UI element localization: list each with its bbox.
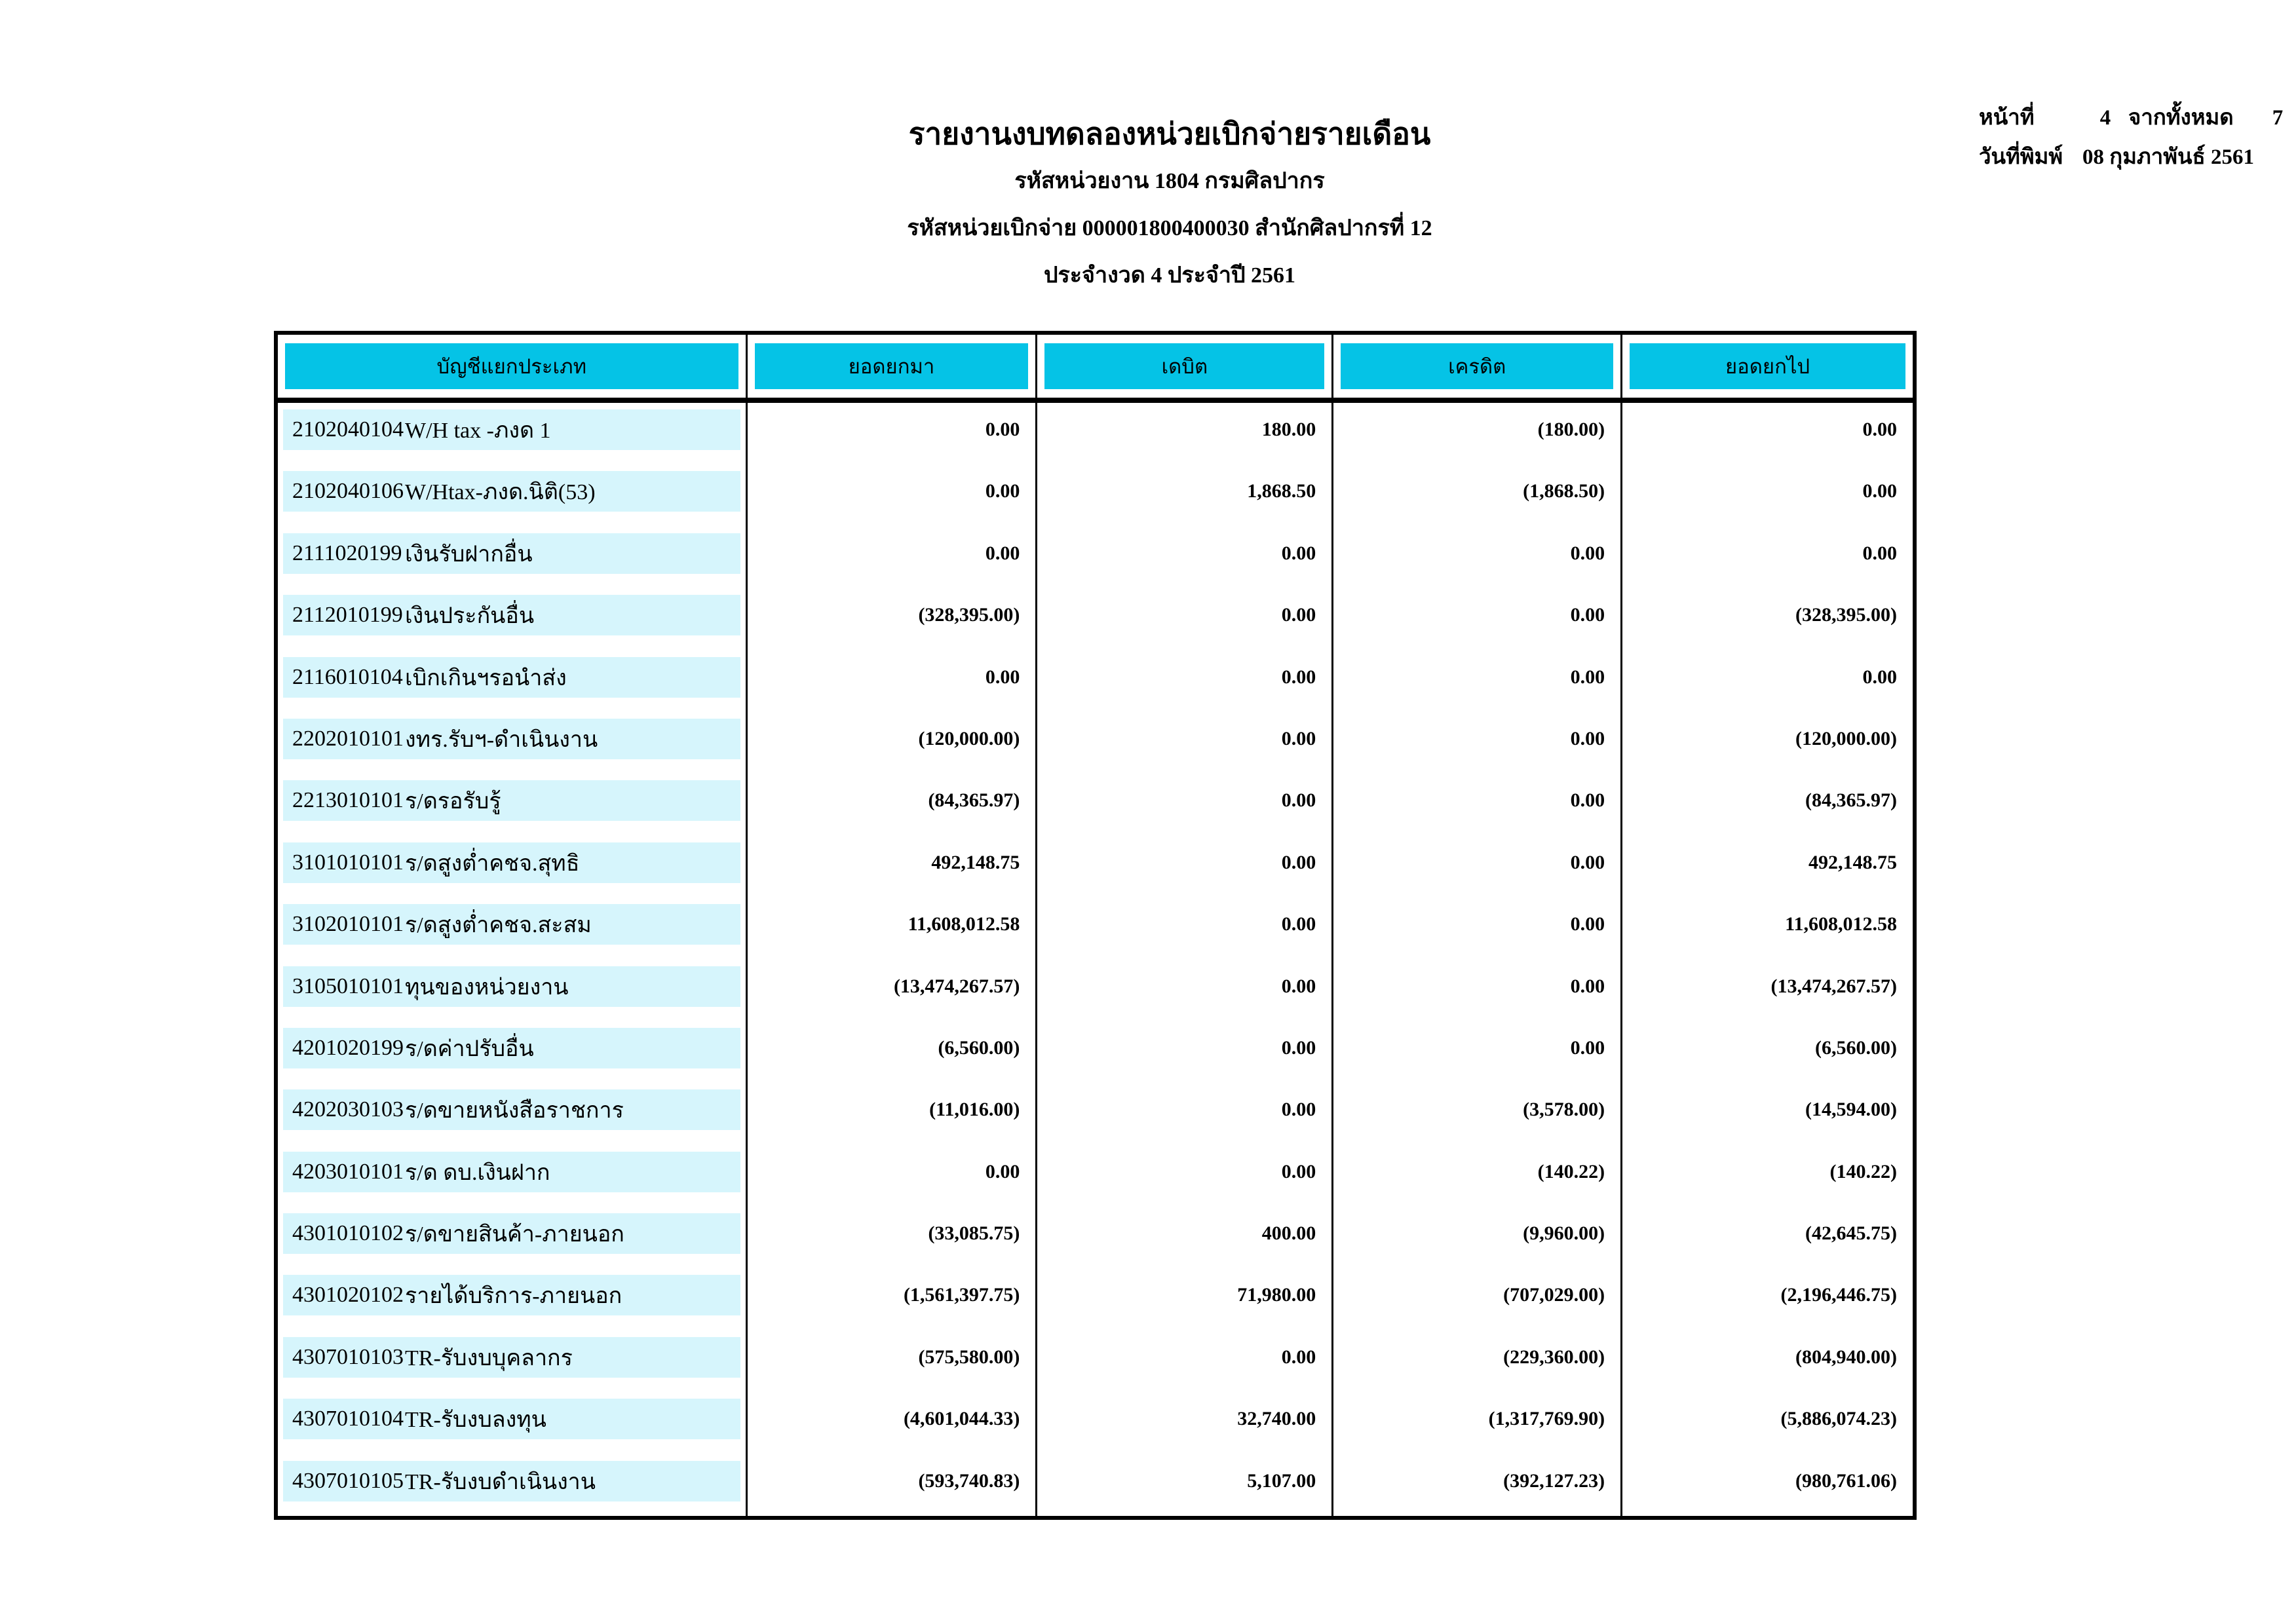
debit-value: 1,868.50 (1247, 480, 1316, 502)
credit-value: (392,127.23) (1503, 1469, 1605, 1492)
header-cell-account (278, 335, 748, 398)
balance-value: (13,474,267.57) (1770, 975, 1897, 997)
carry-forward-value: (328,395.00) (918, 604, 1020, 626)
print-date: 08 กุมภาพันธ์ 2561 (2082, 145, 2254, 170)
account-name: ร/ดสูงต่ำคชจ.สะสม (405, 913, 592, 938)
account-stripe (283, 966, 740, 1007)
debit-cell (1037, 651, 1333, 712)
debit-value: 0.00 (1281, 1099, 1316, 1121)
balance-cell (1622, 1331, 1913, 1392)
account-cell (278, 1331, 748, 1392)
balance-value: (42,645.75) (1805, 1222, 1897, 1245)
balance-value: 0.00 (1862, 480, 1897, 502)
table-row (278, 1207, 1913, 1268)
balance-cell (1622, 774, 1913, 835)
credit-cell (1333, 1268, 1622, 1330)
account-code: 3105010101 (292, 973, 404, 998)
credit-value: 0.00 (1570, 666, 1605, 688)
account-name: ร/ดค่าปรับอื่น (405, 1036, 534, 1061)
header-label-credit: เครดิต (1341, 343, 1613, 389)
account-cell (278, 897, 748, 959)
table-row (278, 712, 1913, 774)
balance-cell (1622, 1207, 1913, 1268)
table-row (278, 1083, 1913, 1144)
account-stripe (283, 1275, 740, 1315)
carry-forward-value: (4,601,044.33) (903, 1408, 1020, 1430)
table-row (278, 960, 1913, 1021)
carry-forward-cell (748, 1392, 1038, 1454)
carry-forward-value: 0.00 (985, 480, 1020, 502)
debit-value: 0.00 (1281, 604, 1316, 626)
page-number: 4 (2099, 106, 2111, 130)
debit-cell (1037, 527, 1333, 588)
carry-forward-cell (748, 1207, 1038, 1268)
period-line: ประจำงวด 4 ประจำปี 2561 (1043, 263, 1296, 288)
credit-cell (1333, 464, 1622, 526)
account-code: 4307010103 (292, 1344, 404, 1369)
credit-value: (3,578.00) (1523, 1099, 1605, 1121)
balance-cell (1622, 1021, 1913, 1083)
balance-cell (1622, 1392, 1913, 1454)
account-code: 4203010101 (292, 1159, 404, 1184)
carry-forward-value: (6,560.00) (938, 1036, 1020, 1059)
carry-forward-value: (33,085.75) (928, 1222, 1020, 1245)
credit-value: (180.00) (1537, 419, 1605, 440)
debit-value: 0.00 (1281, 727, 1316, 749)
carry-forward-cell (748, 588, 1038, 650)
page-info (1979, 106, 2296, 170)
debit-cell (1037, 712, 1333, 774)
balance-value: 0.00 (1862, 419, 1897, 440)
total-pages-label: จากทั้งหมด (2128, 106, 2234, 130)
carry-forward-value: 492,148.75 (931, 851, 1020, 873)
account-cell (278, 774, 748, 835)
debit-cell (1037, 774, 1333, 835)
balance-cell (1622, 897, 1913, 959)
credit-cell (1333, 651, 1622, 712)
credit-cell (1333, 588, 1622, 650)
balance-cell (1622, 464, 1913, 526)
debit-value: 0.00 (1281, 1036, 1316, 1059)
carry-forward-value: (11,016.00) (929, 1099, 1020, 1121)
credit-value: 0.00 (1570, 604, 1605, 626)
balance-value: 0.00 (1862, 542, 1897, 564)
credit-value: 0.00 (1570, 913, 1605, 935)
balance-cell (1622, 712, 1913, 774)
account-stripe (283, 1461, 740, 1501)
account-name: ร/ดขายสินค้า-ภายนอก (405, 1222, 624, 1247)
account-name: W/Htax-ภงด.นิติ(53) (405, 480, 596, 505)
credit-cell (1333, 836, 1622, 897)
credit-cell (1333, 403, 1622, 464)
carry-forward-cell (748, 960, 1038, 1021)
debit-cell (1037, 464, 1333, 526)
credit-cell (1333, 712, 1622, 774)
total-pages: 7 (2272, 106, 2284, 130)
credit-value: 0.00 (1570, 789, 1605, 812)
carry-forward-value: 0.00 (985, 1160, 1020, 1182)
account-stripe (283, 409, 740, 450)
header-label-carry-forward: ยอดยกมา (755, 343, 1029, 389)
credit-cell (1333, 1331, 1622, 1392)
debit-cell (1037, 897, 1333, 959)
account-name: ทุนของหน่วยงาน (405, 975, 569, 1000)
carry-forward-cell (748, 712, 1038, 774)
account-stripe (283, 1399, 740, 1439)
account-stripe (283, 657, 740, 698)
balance-cell (1622, 1145, 1913, 1207)
debit-value: 0.00 (1281, 1160, 1316, 1182)
account-stripe (283, 904, 740, 945)
carry-forward-cell (748, 774, 1038, 835)
debit-value: 71,980.00 (1237, 1284, 1316, 1306)
account-stripe (283, 533, 740, 574)
credit-cell (1333, 1145, 1622, 1207)
account-code: 3101010101 (292, 850, 404, 875)
account-code: 2213010101 (292, 788, 404, 813)
carry-forward-value: 11,608,012.58 (908, 913, 1020, 935)
account-stripe (283, 1089, 740, 1130)
debit-value: 0.00 (1281, 542, 1316, 564)
debit-cell (1037, 1268, 1333, 1330)
account-cell (278, 403, 748, 464)
account-code: 4307010104 (292, 1407, 404, 1431)
carry-forward-cell (748, 836, 1038, 897)
account-cell (278, 1145, 748, 1207)
account-code: 4301020102 (292, 1283, 404, 1308)
disbursement-unit-line: รหัสหน่วยเบิกจ่าย 000001800400030 สำนักศิลปากรที่ 12 (907, 216, 1432, 240)
table-row (278, 464, 1913, 526)
account-name: ร/ดขายหนังสือราชการ (405, 1099, 624, 1124)
debit-value: 0.00 (1281, 975, 1316, 997)
debit-value: 0.00 (1281, 913, 1316, 935)
account-code: 4201020199 (292, 1035, 404, 1060)
account-stripe (283, 595, 740, 635)
balance-cell (1622, 403, 1913, 464)
balance-value: 0.00 (1862, 666, 1897, 688)
carry-forward-cell (748, 1145, 1038, 1207)
debit-cell (1037, 588, 1333, 650)
debit-cell (1037, 960, 1333, 1021)
debit-value: 0.00 (1281, 851, 1316, 873)
account-cell (278, 1454, 748, 1516)
credit-value: (9,960.00) (1523, 1222, 1605, 1245)
balance-value: (2,196,446.75) (1780, 1284, 1897, 1306)
balance-cell (1622, 836, 1913, 897)
credit-value: 0.00 (1570, 1036, 1605, 1059)
debit-value: 400.00 (1261, 1222, 1316, 1245)
carry-forward-value: (593,740.83) (918, 1469, 1020, 1492)
account-name: TR-รับงบดำเนินงาน (405, 1469, 596, 1494)
header-cell-carry-forward (748, 335, 1038, 398)
account-name: ร/ดรอรับรู้ (405, 789, 501, 814)
credit-value: 0.00 (1570, 542, 1605, 564)
credit-value: (707,029.00) (1503, 1284, 1605, 1306)
account-cell (278, 588, 748, 650)
table-row (278, 836, 1913, 897)
balance-value: 11,608,012.58 (1785, 913, 1897, 935)
credit-cell (1333, 1207, 1622, 1268)
page-title: รายงานงบทดลองหน่วยเบิกจ่ายรายเดือน (908, 117, 1431, 151)
table-row (278, 1331, 1913, 1392)
agency-code-line: รหัสหน่วยงาน 1804 กรมศิลปากร (1014, 169, 1325, 193)
carry-forward-value: (575,580.00) (918, 1346, 1020, 1368)
credit-value: (1,868.50) (1523, 480, 1605, 502)
account-cell (278, 712, 748, 774)
account-code: 4202030103 (292, 1097, 404, 1122)
debit-value: 0.00 (1281, 789, 1316, 812)
table-row (278, 897, 1913, 959)
credit-value: 0.00 (1570, 727, 1605, 749)
print-date-row (1979, 145, 2296, 169)
credit-value: (140.22) (1537, 1160, 1605, 1182)
table-row (278, 1145, 1913, 1207)
balance-cell (1622, 527, 1913, 588)
balance-value: (804,940.00) (1795, 1346, 1897, 1368)
table-row (278, 588, 1913, 650)
balance-value: (14,594.00) (1805, 1099, 1897, 1121)
header-cell-debit (1037, 335, 1333, 398)
debit-cell (1037, 1083, 1333, 1144)
account-name: TR-รับงบบุคลากร (405, 1346, 573, 1370)
debit-cell (1037, 1331, 1333, 1392)
balance-value: 492,148.75 (1808, 851, 1897, 873)
account-code: 4301010102 (292, 1221, 404, 1246)
account-name: W/H tax -ภงด 1 (405, 419, 551, 443)
account-name: งทร.รับฯ-ดำเนินงาน (405, 727, 598, 752)
account-cell (278, 527, 748, 588)
debit-value: 180.00 (1261, 419, 1316, 440)
table-row (278, 1021, 1913, 1083)
balance-value: (140.22) (1829, 1160, 1897, 1182)
credit-value: (1,317,769.90) (1488, 1408, 1605, 1430)
balance-cell (1622, 1454, 1913, 1516)
balance-cell (1622, 1083, 1913, 1144)
debit-cell (1037, 1207, 1333, 1268)
header-label-account: บัญชีแยกประเภท (285, 343, 738, 389)
account-stripe (283, 719, 740, 759)
balance-value: (980,761.06) (1795, 1469, 1897, 1492)
account-stripe (283, 1152, 740, 1192)
account-cell (278, 1392, 748, 1454)
account-code: 2112010199 (292, 603, 403, 628)
debit-cell (1037, 836, 1333, 897)
carry-forward-cell (748, 1083, 1038, 1144)
credit-cell (1333, 527, 1622, 588)
debit-cell (1037, 1021, 1333, 1083)
account-stripe (283, 842, 740, 883)
balance-cell (1622, 960, 1913, 1021)
credit-value: 0.00 (1570, 851, 1605, 873)
credit-cell (1333, 1021, 1622, 1083)
debit-cell (1037, 403, 1333, 464)
account-code: 3102010101 (292, 912, 404, 937)
table-row (278, 651, 1913, 712)
carry-forward-cell (748, 464, 1038, 526)
account-code: 2202010101 (292, 726, 404, 751)
account-stripe (283, 1337, 740, 1378)
account-cell (278, 651, 748, 712)
page-label: หน้าที่ (1979, 106, 2035, 130)
account-cell (278, 464, 748, 526)
table-body (278, 403, 1913, 1516)
account-stripe (283, 471, 740, 512)
debit-value: 5,107.00 (1247, 1469, 1316, 1492)
table-row (278, 774, 1913, 835)
carry-forward-value: (120,000.00) (918, 727, 1020, 749)
account-code: 2116010104 (292, 664, 403, 689)
debit-cell (1037, 1454, 1333, 1516)
balance-cell (1622, 588, 1913, 650)
page-number-row (1979, 106, 2296, 130)
account-cell (278, 1268, 748, 1330)
balance-value: (5,886,074.23) (1780, 1408, 1897, 1430)
print-date-label: วันที่พิมพ์ (1979, 145, 2063, 170)
carry-forward-cell (748, 403, 1038, 464)
table-row (278, 1268, 1913, 1330)
carry-forward-cell (748, 1331, 1038, 1392)
balance-value: (6,560.00) (1815, 1036, 1897, 1059)
credit-cell (1333, 1392, 1622, 1454)
carry-forward-cell (748, 1268, 1038, 1330)
carry-forward-cell (748, 651, 1038, 712)
balance-value: (84,365.97) (1805, 789, 1897, 812)
header-cell-credit (1333, 335, 1622, 398)
credit-cell (1333, 1454, 1622, 1516)
header-label-debit: เดบิต (1044, 343, 1324, 389)
header-label-balance: ยอดยกไป (1630, 343, 1905, 389)
account-name: ร/ด ดบ.เงินฝาก (405, 1160, 550, 1185)
account-name: รายได้บริการ-ภายนอก (405, 1284, 622, 1309)
debit-value: 32,740.00 (1237, 1408, 1316, 1430)
account-name: เงินประกันอื่น (405, 604, 535, 629)
debit-cell (1037, 1392, 1333, 1454)
credit-cell (1333, 897, 1622, 959)
carry-forward-cell (748, 1021, 1038, 1083)
table-row (278, 527, 1913, 588)
credit-cell (1333, 774, 1622, 835)
carry-forward-value: 0.00 (985, 419, 1020, 440)
account-cell (278, 836, 748, 897)
trial-balance-table (274, 331, 1917, 1520)
carry-forward-value: (1,561,397.75) (903, 1284, 1020, 1306)
header-cell-balance (1622, 335, 1913, 398)
table-row (278, 1454, 1913, 1516)
account-code: 2102040104 (292, 417, 404, 442)
account-cell (278, 960, 748, 1021)
credit-cell (1333, 1083, 1622, 1144)
account-name: TR-รับงบลงทุน (405, 1408, 546, 1433)
account-name: เงินรับฝากอื่น (405, 542, 533, 567)
table-row (278, 1392, 1913, 1454)
account-cell (278, 1207, 748, 1268)
carry-forward-value: (13,474,267.57) (893, 975, 1020, 997)
balance-value: (328,395.00) (1795, 604, 1897, 626)
carry-forward-cell (748, 1454, 1038, 1516)
credit-value: 0.00 (1570, 975, 1605, 997)
carry-forward-value: 0.00 (985, 666, 1020, 688)
debit-value: 0.00 (1281, 666, 1316, 688)
table-header-row (278, 335, 1913, 403)
balance-cell (1622, 651, 1913, 712)
account-name: เบิกเกินฯรอนำส่ง (405, 666, 567, 690)
account-cell (278, 1021, 748, 1083)
debit-value: 0.00 (1281, 1346, 1316, 1368)
carry-forward-cell (748, 527, 1038, 588)
account-code: 2111020199 (292, 540, 402, 565)
account-code: 4307010105 (292, 1468, 404, 1493)
account-name: ร/ดสูงต่ำคชจ.สุทธิ (405, 851, 580, 876)
account-stripe (283, 780, 740, 821)
carry-forward-value: 0.00 (985, 542, 1020, 564)
credit-value: (229,360.00) (1503, 1346, 1605, 1368)
account-stripe (283, 1213, 740, 1254)
carry-forward-cell (748, 897, 1038, 959)
debit-cell (1037, 1145, 1333, 1207)
account-code: 2102040106 (292, 479, 404, 504)
credit-cell (1333, 960, 1622, 1021)
balance-cell (1622, 1268, 1913, 1330)
account-cell (278, 1083, 748, 1144)
account-stripe (283, 1028, 740, 1068)
table-row (278, 403, 1913, 464)
carry-forward-value: (84,365.97) (928, 789, 1020, 812)
balance-value: (120,000.00) (1795, 727, 1897, 749)
